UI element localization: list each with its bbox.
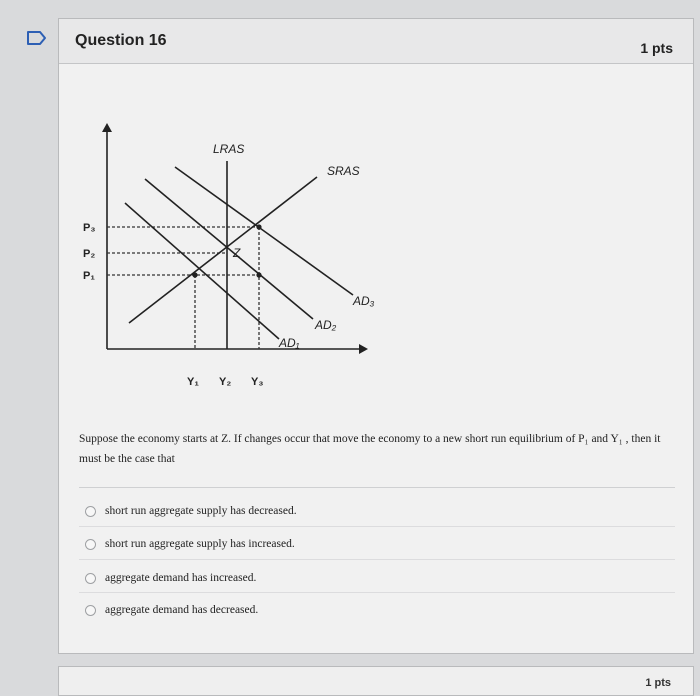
answer-option-2[interactable] <box>79 533 669 555</box>
sras-curve <box>129 177 317 323</box>
equilibrium-y3-p1 <box>256 272 261 277</box>
sras-label: SRAS <box>327 164 360 178</box>
answer-option-1[interactable] <box>79 500 669 522</box>
ad-as-graph <box>77 115 387 405</box>
question-text: Suppose the economy starts at Z. If changes occur that move the economy to a new short run equilibrium of P₁ and Y₁ , then it must be the case that <box>79 433 661 465</box>
ad3-curve <box>175 167 353 295</box>
y3-label: Y₃ <box>251 376 264 388</box>
next-question-card <box>58 666 694 696</box>
radio-button[interactable] <box>85 539 96 550</box>
x-axis-arrow <box>359 344 368 354</box>
question-header <box>59 19 693 64</box>
answer-option-4[interactable] <box>79 599 669 621</box>
equilibrium-y3-p3 <box>256 224 261 229</box>
p1-label: P₁ <box>83 270 95 282</box>
answers-divider <box>79 487 675 488</box>
lras-label: LRAS <box>213 142 245 156</box>
radio-button[interactable] <box>85 605 96 616</box>
answer-label[interactable]: aggregate demand has decreased. <box>105 604 259 616</box>
answer-divider <box>79 559 675 560</box>
answer-label[interactable]: short run aggregate supply has increased. <box>105 538 295 550</box>
ad2-label: AD₂ <box>315 318 337 332</box>
y1-label: Y₁ <box>187 376 199 388</box>
question-card <box>58 18 694 654</box>
radio-button[interactable] <box>85 506 96 517</box>
answer-label[interactable]: aggregate demand has increased. <box>105 572 257 584</box>
point-z-label: Z <box>233 246 241 260</box>
y-axis-arrow <box>102 123 112 132</box>
question-points: 1 pts <box>640 40 673 56</box>
next-question-points: 1 pts <box>645 677 671 689</box>
radio-button[interactable] <box>85 573 96 584</box>
answer-label[interactable]: short run aggregate supply has decreased. <box>105 505 297 517</box>
answer-divider <box>79 526 675 527</box>
answer-option-3[interactable] <box>79 567 669 589</box>
equilibrium-y1-p1 <box>192 272 197 277</box>
p2-label: P₂ <box>83 248 96 260</box>
y2-label: Y₂ <box>219 376 232 388</box>
flag-icon[interactable] <box>26 30 48 46</box>
answer-divider <box>79 592 675 593</box>
question-title: Question 16 <box>75 32 167 49</box>
ad1-label: AD₁ <box>279 336 300 350</box>
ad3-label: AD₃ <box>353 294 375 308</box>
p3-label: P₃ <box>83 222 96 234</box>
